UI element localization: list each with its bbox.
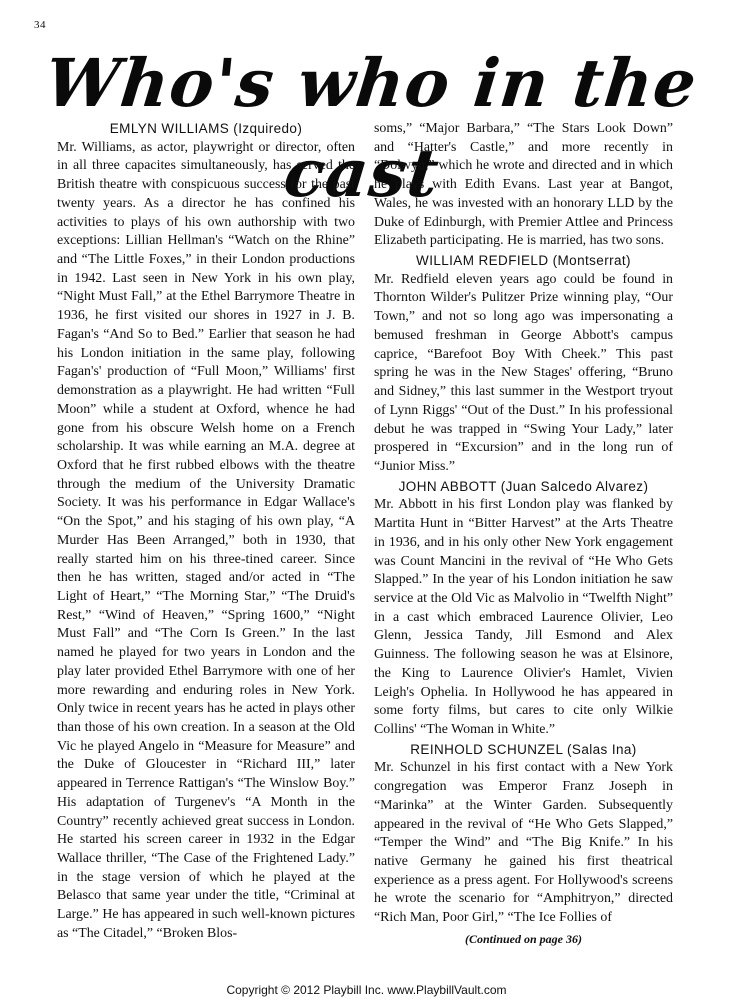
cast-name: REINHOLD SCHUNZEL — [410, 741, 563, 757]
page-number: 34 — [34, 19, 46, 31]
left-column — [57, 119, 355, 944]
cast-bio: Mr. Redfield eleven years ago could be found in Thornton Wilder's Pulitzer Prize winning play, “Our Town,” and not so long ago was impersonating a bemused freshman in George Abbott's campus caprice, “Barefoot Boy With Cheek.” This past spring he was in the New Stages' offering, “Bruno and Sidney,” this last summer in the Westport tryout of Lynn Riggs' “Out of the Dust.” In his professional debut he was trapped in “Swing Your Lady,” later prospered in “Excursion” and in the long run of “Junior Miss.” — [374, 271, 673, 474]
cast-bio: Mr. Schunzel in his first contact with a New York congregation was Emperor Franz Joseph in “Marinka” at the Winter Garden. Subsequently appeared in the revival of “He Who Gets Slapped,” “Temper the Wind” and “The Big Knife.” In his native Germany he gained his first theatrical experience as a press agent. For Hollywood's screens he wrote the scenario for “Amphitryon,” directed “Rich Man, Poor Girl,” “The Ice Follies of — [374, 760, 673, 926]
cast-name-heading — [374, 478, 673, 497]
cast-role: (Juan Salcedo Alvarez) — [500, 478, 649, 494]
cast-name: EMLYN WILLIAMS — [109, 121, 230, 136]
page-title: Who's who in the cast — [41, 44, 701, 212]
cast-name-heading — [57, 120, 355, 139]
continued-note: (Continued on page 36) — [464, 931, 582, 946]
copyright-footer: Copyright © 2012 Playbill Inc. www.PlaybillVault.com — [226, 983, 507, 997]
bio-continuation: soms,” “Major Barbara,” “The Stars Look Down” and “Hatter's Castle,” and more recently in “Dolwyn,” which he wrote and directed and in which he plays with Edith Evans. Last year at Bangot, Wales, he was invested with an honorary LLD by the Duke of Edinburgh, with Premier Attlee and Princess Elizabeth participating. He is married, has two sons. — [374, 121, 673, 249]
right-column — [374, 120, 673, 949]
cast-role: (Izquiredo) — [233, 121, 303, 136]
cast-name: WILLIAM REDFIELD — [416, 253, 549, 269]
cast-name: JOHN ABBOTT — [398, 478, 497, 494]
cast-name-heading — [374, 741, 673, 760]
cast-role: (Montserrat) — [552, 253, 631, 269]
cast-bio: Mr. Williams, as actor, playwright or director, often in all three capacites simultaneously, has served the British theatre with conspicuous success for the past twenty years. As a director he has confined his activities to plays of his own authorship with two exceptions: Lillian Hellman's “Watch on the Rhine” and “The Little Foxes,” in their London productions in 1942. Last seen in New York in his own play, “Night Must Fall,” at the Ethel Barrymore Theatre in 1936, he first visited our shores in 1927 in J. B. Fagan's “And So to Bed.” Earlier that season he had his London initiation in the same play, following Fagan's' production of “Full Moon,” Williams' first demonstration as a playwright. He had written “Full Moon” while a student at Oxford, whence he had gone from his obscure Welsh home on a French scholarship. It was while earning an M.A. degree at Oxford that he first rubbed elbows with the theatre through the medium of the University Dramatic Society. It was his performance in Edgar Wallace's “On the Spot,” and his staging of his own play, “A Murder Has Been Arranged,” both in 1930, that really started him on his three-tined career. Since then he has written, staged and/or acted in “The Light of Heart,” “The Morning Star,” “The Druid's Rest,” “Wind of Heaven,” “Spring 1600,” “Night Must Fall” and “The Corn Is Green.” In the last named he played for two years in London and the play later provided Ethel Barrymore with one of her more rewarding and enduring roles in New York. Only twice in recent years has he acted in plays other than those of his own creation. In a season at the Old Vic he played Angelo in “Measure for Measure” and the Duke of Gloucester in “Richard III,” later appeared in Terrence Rattigan's “The Winslow Boy.” His adaptation of Turgenev's “A Month in the Country” recently achieved great success in London. He started his screen career in 1932 in the Edgar Wallace thriller, “The Case of the Frightened Lady.” in the stage version of which he played at the Belasco that same year under the title, “Criminal at Large.” He has appeared in such well-known pictures as “The Citadel,” “Broken Blos- — [57, 139, 355, 941]
cast-name-heading — [374, 252, 673, 271]
cast-role: (Salas Ina) — [567, 741, 637, 757]
cast-bio: Mr. Abbott in his first London play was flanked by Martita Hunt in “Bitter Harvest” at the Arts Theatre in 1936, and in his only other New York engagement was Count Mancini in the revival of “He Who Gets Slapped.” In the year of his London initiation he saw service at the Old Vic as Malvolio in “Twelfth Night” in a cast which embraced Laurence Olivier, Leo Glenn, Jessica Tandy, Jill Esmond and Alex Guinness. The following season he was at Elsinore, the King to Laurence Olivier's Hamlet, Vivien Leigh's Ophelia. In Hollywood he has appeared in some forty films, but cares to cite only Wilkie Collins' “The Woman in White.” — [374, 497, 673, 737]
